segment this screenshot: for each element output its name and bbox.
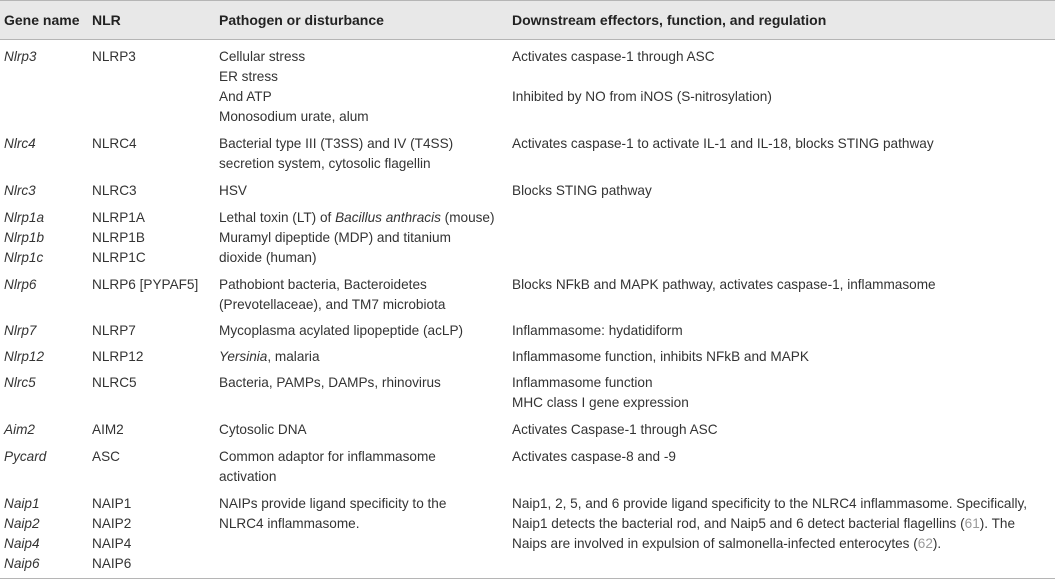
nlr-cell [88, 447, 215, 467]
pathogen-line: Bacteria, PAMPs, DAMPs, rhinovirus [219, 375, 441, 390]
effectors-cell [508, 134, 1055, 154]
pathogen-cell [215, 494, 508, 534]
table-row-pycard [0, 447, 1055, 487]
pathogen-line [219, 208, 508, 228]
table-header [0, 0, 1055, 40]
effector-text: Naips are involved in expulsion of salmonella-infected enterocytes ( [512, 536, 918, 551]
nlr-cell [88, 321, 215, 341]
gene-cell [0, 447, 88, 467]
citation-link[interactable]: 61 [964, 516, 980, 531]
nlr-cell [88, 181, 215, 201]
gene-cell [0, 347, 88, 367]
effector-line [512, 534, 1053, 554]
pathogen-line: NLRC4 inflammasome. [219, 516, 360, 531]
header-nlr: NLR [92, 12, 121, 28]
table-row-aim2 [0, 420, 1055, 440]
gene-name: Nlrp1b [4, 230, 45, 245]
pathogen-line: Mycoplasma acylated lipopeptide (acLP) [219, 323, 464, 338]
gene-name: Naip6 [4, 556, 40, 571]
species-name: Bacillus anthracis [335, 210, 441, 225]
table-row-nlrp6 [0, 275, 1055, 315]
gene-name: Nlrp3 [4, 49, 37, 64]
gene-cell [0, 420, 88, 440]
effector-line: Activates caspase-1 to activate IL-1 and IL-18, blocks STING pathway [512, 136, 934, 151]
nlr-name: NLRP3 [92, 49, 136, 64]
nlr-cell [88, 208, 215, 268]
effector-line [512, 514, 1053, 534]
gene-name: Naip1 [4, 496, 40, 511]
pathogen-line [219, 347, 508, 367]
pathogen-line: Bacterial type III (T3SS) and IV (T4SS) [219, 136, 454, 151]
pathogen-line: Cytosolic DNA [219, 422, 307, 437]
pathogen-cell [215, 347, 508, 367]
effector-line: Activates caspase-1 through ASC [512, 49, 715, 64]
nlr-cell [88, 420, 215, 440]
gene-cell [0, 208, 88, 268]
nlr-name: NLRC5 [92, 375, 137, 390]
nlr-name: NLRP7 [92, 323, 136, 338]
effectors-cell [508, 420, 1055, 440]
effector-text: ). The [979, 516, 1016, 531]
pathogen-line: secretion system, cytosolic flagellin [219, 156, 431, 171]
nlr-name: NLRP1C [92, 250, 146, 265]
gene-name: Aim2 [4, 422, 35, 437]
gene-cell [0, 134, 88, 154]
effector-line: Activates caspase-8 and -9 [512, 449, 676, 464]
nlr-name: NLRP1A [92, 210, 145, 225]
pathogen-line: Cellular stress [219, 49, 306, 64]
gene-name: Naip2 [4, 516, 40, 531]
effectors-cell [508, 494, 1055, 554]
pathogen-text: , malaria [267, 349, 320, 364]
nlr-name: NLRP1B [92, 230, 145, 245]
gene-name: Nlrc3 [4, 183, 36, 198]
gene-name: Nlrc5 [4, 375, 36, 390]
pathogen-line: Muramyl dipeptide (MDP) and titanium [219, 230, 451, 245]
pathogen-cell [215, 447, 508, 487]
pathogen-cell [215, 275, 508, 315]
effectors-cell [508, 347, 1055, 367]
nlr-name: NLRC4 [92, 136, 137, 151]
gene-cell [0, 321, 88, 341]
gene-name: Nlrp1a [4, 210, 45, 225]
gene-cell [0, 494, 88, 574]
gene-name: Nlrp1c [4, 250, 44, 265]
effector-spacer [512, 67, 1053, 87]
gene-cell [0, 181, 88, 201]
pathogen-cell [215, 321, 508, 341]
gene-cell [0, 47, 88, 67]
pathogen-cell [215, 373, 508, 393]
nlr-name: NLRP6 [PYPAF5] [92, 277, 199, 292]
effector-line: Naip1, 2, 5, and 6 provide ligand specificity to the NLRC4 inflammasome. Specifically, [512, 496, 1028, 511]
nlr-name: AIM2 [92, 422, 124, 437]
nlr-cell [88, 47, 215, 67]
pathogen-line: NAIPs provide ligand specificity to the [219, 496, 447, 511]
pathogen-cell [215, 420, 508, 440]
pathogen-cell [215, 134, 508, 174]
species-name: Yersinia [219, 349, 268, 364]
effector-line: MHC class I gene expression [512, 395, 689, 410]
table-row-nlrc3 [0, 181, 1055, 201]
pathogen-cell [215, 208, 508, 268]
gene-cell [0, 275, 88, 295]
nlr-name: NAIP6 [92, 556, 132, 571]
nlr-cell [88, 373, 215, 393]
nlr-cell [88, 134, 215, 154]
gene-name: Nlrp6 [4, 277, 37, 292]
table-row-nlrp1 [0, 208, 1055, 268]
header-effectors: Downstream effectors, function, and regulation [512, 12, 827, 28]
effector-line: Inflammasome: hydatidiform [512, 323, 683, 338]
nlr-name: NLRC3 [92, 183, 137, 198]
effector-text: Naip1 detects the bacterial rod, and Naip5 and 6 detect bacterial flagellins ( [512, 516, 965, 531]
nlr-name: NAIP1 [92, 496, 132, 511]
citation-link[interactable]: 62 [917, 536, 933, 551]
gene-name: Pycard [4, 449, 47, 464]
pathogen-line: ER stress [219, 69, 278, 84]
table-row-nlrp7 [0, 321, 1055, 341]
pathogen-cell [215, 181, 508, 201]
nlr-name: ASC [92, 449, 120, 464]
effectors-cell [508, 181, 1055, 201]
pathogen-text: (mouse) [440, 210, 495, 225]
pathogen-line: HSV [219, 183, 247, 198]
nlr-cell [88, 275, 215, 295]
table-row-nlrp12 [0, 347, 1055, 367]
pathogen-line: Monosodium urate, alum [219, 109, 369, 124]
effectors-cell [508, 373, 1055, 413]
nlr-name: NAIP2 [92, 516, 132, 531]
gene-name: Nlrp7 [4, 323, 37, 338]
nlr-name: NLRP12 [92, 349, 144, 364]
effectors-cell [508, 47, 1055, 107]
effector-line: Blocks STING pathway [512, 183, 652, 198]
effectors-cell [508, 321, 1055, 341]
effector-line: Inflammasome function, inhibits NFkB and MAPK [512, 349, 809, 364]
effector-line: Inhibited by NO from iNOS (S-nitrosylation) [512, 89, 772, 104]
table-row-naip [0, 494, 1055, 579]
header-gene-name: Gene name [4, 12, 80, 28]
pathogen-line: Pathobiont bacteria, Bacteroidetes [219, 277, 427, 292]
gene-name: Nlrp12 [4, 349, 45, 364]
nlr-name: NAIP4 [92, 536, 132, 551]
table-row-nlrp3 [0, 47, 1055, 127]
table-row-nlrc4 [0, 134, 1055, 174]
pathogen-line: dioxide (human) [219, 250, 317, 265]
pathogen-line: And ATP [219, 89, 272, 104]
effectors-cell [508, 275, 1055, 295]
effector-line: Activates Caspase-1 through ASC [512, 422, 718, 437]
table-row-nlrc5 [0, 373, 1055, 413]
effector-line: Inflammasome function [512, 375, 653, 390]
pathogen-text: Lethal toxin (LT) of [219, 210, 336, 225]
pathogen-line: (Prevotellaceae), and TM7 microbiota [219, 297, 446, 312]
pathogen-line: Common adaptor for inflammasome [219, 449, 436, 464]
effectors-cell [508, 447, 1055, 467]
nlr-cell [88, 494, 215, 574]
pathogen-cell [215, 47, 508, 127]
effector-line: Blocks NFkB and MAPK pathway, activates caspase-1, inflammasome [512, 277, 936, 292]
gene-name: Naip4 [4, 536, 40, 551]
pathogen-line: activation [219, 469, 277, 484]
gene-cell [0, 373, 88, 393]
effector-text: ). [932, 536, 942, 551]
gene-name: Nlrc4 [4, 136, 36, 151]
nlr-cell [88, 347, 215, 367]
header-pathogen: Pathogen or disturbance [219, 12, 384, 28]
